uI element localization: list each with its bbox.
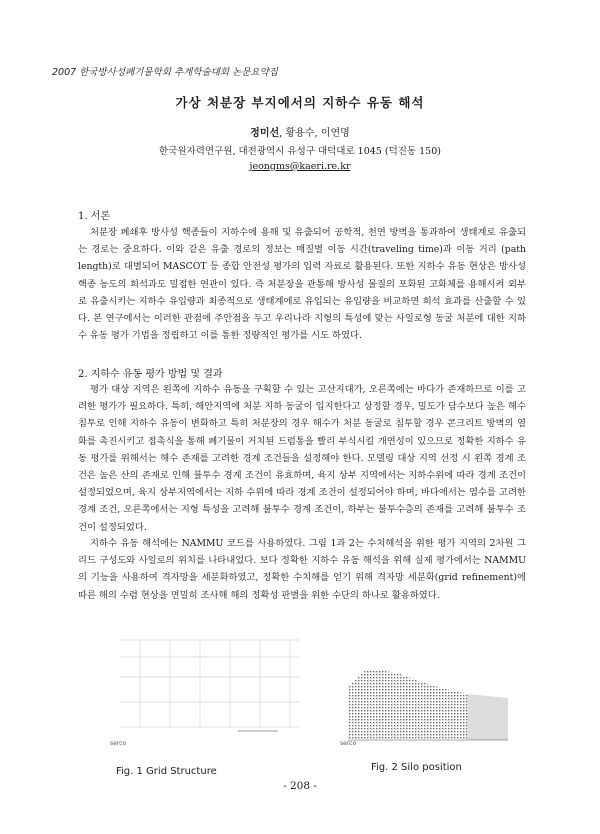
silo-position-image [340,632,525,752]
figure-1-logo: serco [110,740,127,747]
grid-structure-image [110,632,310,752]
section-heading-methods: 2. 지하수 유동 평가 방법 및 결과 [78,369,223,380]
figure-grid-structure [110,632,310,752]
figure-2-caption: Fig. 2 Silo position [371,762,462,773]
section-heading-intro: 1. 서론 [78,211,111,222]
co-authors: , 황용수, 이연명 [279,128,350,139]
methods-paragraph-1: 평가 대상 지역은 왼쪽에 지하수 유동을 구획할 수 있는 고산지대가, 오른쪽에는 바다가 존재하므로 이를 고려한 평가가 필요하다. 특히, 해안지역에 처분 지하 동굴이 입지한다고 상정할 경우, 밀도가 담수보다 높은 해수 침투로 인해 지하수 유동이 변화하고 특히 처분장의 경우 해수가 처분 동굴로 침투할 경우 콘크리트 방벽의 열화를 촉진시키고 접촉식을 통해 폐기물이 거치된 드럼통을 빨리 부식시킬 개연성이 있으므로 정확한 지하수 유동 평가를 위해서는 해수 존재를 고려한 경계 조건들을 설정해야 한다. 모델링 대상 지역 선정 시 왼쪽 경계 조건은 높은 산의 존재로 인해 불투수 경계 조건이 유효하며, 육지 상부 지역에서는 지하수위에 따라 경계 조건이 설정되었으며, 육지 상부지역에서는 지하 수위에 따라 경계 조건이 설정되어야 하며, 바다에서는 염수를 고려한 경계 조건, 오른쪽에서는 지형 특성을 고려해 불투수 경계 조건이, 하부는 불투수층의 존재를 고려해 불투수 조건이 설정되었다. [78,384,526,533]
paper-title: 가상 처분장 부지에서의 지하수 유동 해석 [175,95,425,110]
author-line [0,124,600,139]
figure-silo-position [340,632,525,752]
figure-2-logo: serco [340,740,357,747]
author-email[interactable]: jeongms@kaeri.re.kr [249,161,351,172]
page-number: - 208 - [283,780,317,792]
intro-paragraph: 처분장 폐쇄후 방사성 핵종들이 지하수에 용해 및 유출되어 공학적, 천연 방벽을 통과하여 생태계로 유출되는 경로는 중요하다. 이와 같은 유출 경로의 정보는 매질별 이동 시간(traveling time)과 이동 거리 (path length)로 대별되어 MASCOT 등 종합 안전성 평가의 입력 자료로 활용된다. 또한 지하수 유동 현상은 방사성 핵종 농도의 희석과도 밀접한 연관이 있다. 즉 처분장을 관통해 방사성 물질의 포화된 고화체를 용해시켜 외부로 유출시키는 지하수 유입량과 최종적으로 생태계에로 유입되는 유입량을 비교하면 희석 효과를 산출할 수 있다. 본 연구에서는 이러한 관점에 주안점을 두고 우리나라 지형의 특성에 맞는 사일로형 동굴 처분에 대한 지하수 유동 평가 기법을 정립하고 이를 통한 정량적인 평가를 시도 하였다. [78,227,526,342]
figure-1-caption: Fig. 1 Grid Structure [116,766,217,777]
affiliation: 한국원자력연구원, 대전광역시 유성구 대덕대로 1045 (덕진동 150) [159,146,441,157]
primary-author: 정미선 [250,128,280,139]
conference-note: 2007 한국방사성폐기물학회 추계학술대회 논문요약집 [52,67,278,78]
methods-paragraph-2: 지하수 유동 해석에는 NAMMU 코드를 사용하였다. 그림 1과 2는 수치해석을 위한 평가 지역의 2차원 그리드 구성도와 사일로의 위치를 나타내었다. 보다 정확한 지하수 유동 해석을 위해 실제 평가에서는 NAMMU의 기능을 사용하여 격자망을 세분화하였고, 정확한 수치해를 얻기 위해 격자망 세분화(grid refinement)에 따른 해의 수렴 현상을 면밀히 조사해 해의 정확성 판별을 위한 수단의 하나로 활용하였다. [78,538,526,601]
